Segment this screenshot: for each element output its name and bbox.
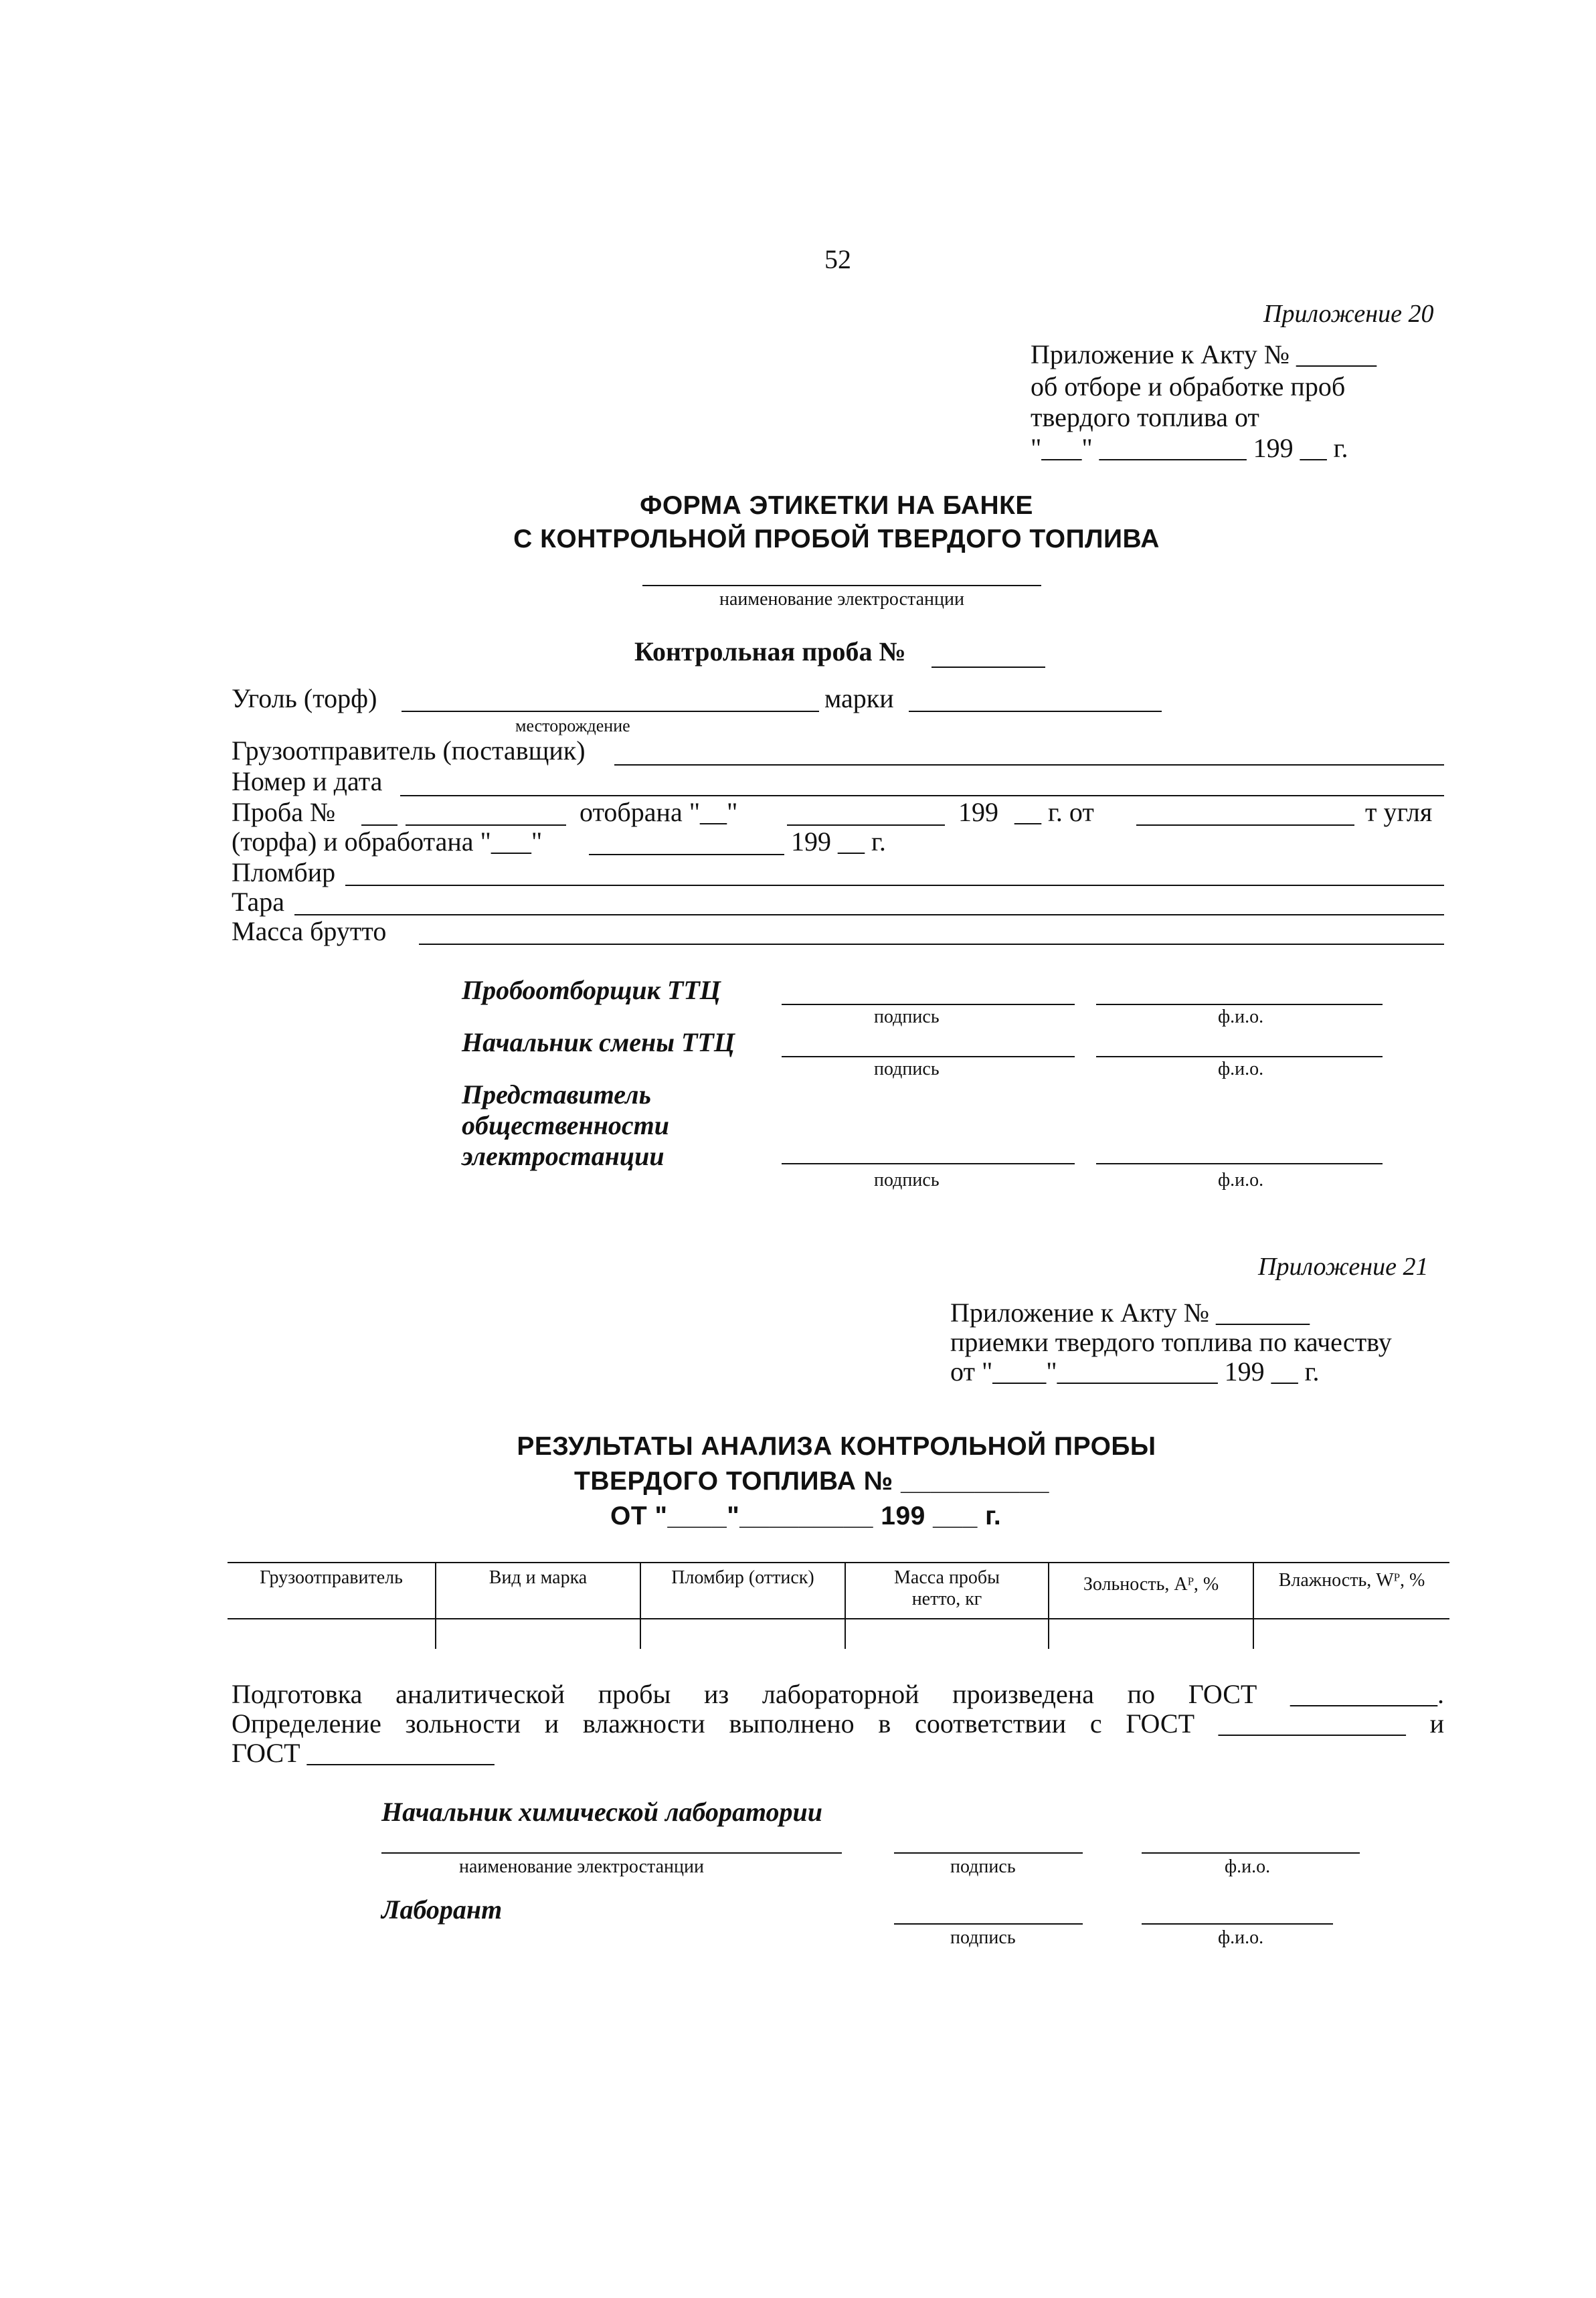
seal-label: Пломбир [232, 857, 336, 887]
page-number: 52 [824, 244, 851, 274]
public-rep-signature-line [782, 1163, 1075, 1164]
act-acceptance-line-2: приемки твердого топлива по качеству [950, 1327, 1392, 1357]
control-sample-number-line [932, 667, 1045, 668]
lab-chief-station-caption: наименование электростанции [459, 1856, 704, 1877]
lab-chief-signature-caption: подпись [950, 1856, 1016, 1877]
tare-label: Тара [232, 887, 284, 917]
appendix-21-label: Приложение 21 [1258, 1253, 1429, 1281]
analysis-paragraph-line-1: Подготовка аналитической пробы из лабораторной произведена по ГОСТ ___________. [232, 1679, 1444, 1709]
results-title-line-1: РЕЗУЛЬТАТЫ АНАЛИЗА КОНТРОЛЬНОЙ ПРОБЫ [517, 1432, 1156, 1461]
table-header-shipper: Грузоотправитель [260, 1567, 403, 1588]
tons-coal-label: т угля [1365, 797, 1433, 827]
public-rep-role-line-3: электростанции [462, 1141, 664, 1171]
station-name-line [642, 585, 1041, 586]
station-name-caption: наименование электростанции [719, 589, 964, 610]
table-top-border [228, 1562, 1449, 1563]
lab-chief-name-line [1142, 1852, 1360, 1854]
lab-chief-signature-line [894, 1852, 1083, 1854]
sampler-name-line [1096, 1004, 1383, 1005]
lab-assistant-name-line [1142, 1923, 1333, 1925]
processed-year: 199 __ г. [791, 826, 886, 857]
gross-mass-label: Масса брутто [232, 916, 387, 946]
seal-line [345, 885, 1444, 886]
shipper-line [614, 764, 1444, 766]
public-rep-role-line-1: Представитель [462, 1079, 651, 1110]
shift-chief-name-line [1096, 1056, 1383, 1057]
sampler-name-caption: ф.и.о. [1218, 1006, 1264, 1027]
processed-date-line [589, 854, 784, 855]
act-reference-line-3: твердого топлива от [1031, 402, 1259, 432]
act-acceptance-line-3: от "____"____________ 199 __ г. [950, 1356, 1320, 1387]
table-header-net-mass: Масса пробы нетто, кг [894, 1567, 1000, 1609]
public-rep-signature-caption: подпись [874, 1170, 940, 1190]
act-reference-line-2: об отборе и обработке проб [1031, 371, 1346, 402]
lab-chief-name-caption: ф.и.о. [1225, 1856, 1271, 1877]
lab-assistant-signature-caption: подпись [950, 1927, 1016, 1948]
tons-line [1136, 824, 1354, 826]
results-title-line-3: ОТ "____"_________ 199 ___ г. [610, 1502, 1002, 1530]
lab-assistant-role: Лаборант [381, 1894, 503, 1925]
table-col-divider-3 [845, 1562, 846, 1649]
public-rep-name-line [1096, 1163, 1383, 1164]
results-title-line-2: ТВЕРДОГО ТОПЛИВА № __________ [574, 1467, 1049, 1496]
shipper-label: Грузоотправитель (поставщик) [232, 735, 586, 766]
table-header-seal: Пломбир (оттиск) [671, 1567, 814, 1588]
number-date-line [400, 795, 1444, 796]
number-date-label: Номер и дата [232, 766, 383, 796]
shift-chief-role: Начальник смены ТТЦ [462, 1027, 735, 1057]
taken-year: 199 [958, 797, 998, 827]
act-acceptance-line-1: Приложение к Акту № _______ [950, 1298, 1310, 1328]
shift-chief-signature-line [782, 1056, 1075, 1057]
act-reference-line-1: Приложение к Акту № ______ [1031, 339, 1377, 369]
form-title-line-2: С КОНТРОЛЬНОЙ ПРОБОЙ ТВЕРДОГО ТОПЛИВА [513, 525, 1160, 553]
form-title-line-1: ФОРМА ЭТИКЕТКИ НА БАНКЕ [640, 491, 1033, 520]
taken-label: отобрана "__" [580, 797, 738, 827]
lab-chief-role: Начальник химической лаборатории [381, 1797, 823, 1827]
coal-deposit-line [402, 711, 819, 712]
sample-number-label: Проба № [232, 797, 336, 827]
sampler-signature-line [782, 1004, 1075, 1005]
table-header-ash: Зольность, Aᴾ, % [1083, 1574, 1219, 1595]
table-header-type-grade: Вид и марка [489, 1567, 588, 1588]
public-rep-name-caption: ф.и.о. [1218, 1170, 1264, 1190]
gross-mass-line [419, 944, 1444, 945]
act-reference-line-4: "___" ___________ 199 __ г. [1031, 433, 1348, 463]
taken-year-suffix: __ г. от [1014, 797, 1094, 827]
lab-assistant-signature-line [894, 1923, 1083, 1925]
coal-label: Уголь (торф) [232, 683, 377, 713]
shift-chief-name-caption: ф.и.о. [1218, 1059, 1264, 1079]
table-header-bottom-border [228, 1618, 1449, 1619]
lab-chief-station-line [381, 1852, 842, 1854]
sample-number-line-1 [361, 824, 397, 826]
sampler-signature-caption: подпись [874, 1006, 940, 1027]
control-sample-label: Контрольная проба № [634, 636, 906, 667]
tare-line [294, 914, 1444, 915]
table-header-moisture: Влажность, Wᴾ, % [1278, 1570, 1425, 1591]
grade-line [909, 711, 1162, 712]
analysis-paragraph-line-2: Определение зольности и влажности выполнено в соответствии с ГОСТ ______________ и [232, 1708, 1444, 1739]
lab-assistant-name-caption: ф.и.о. [1218, 1927, 1264, 1948]
deposit-caption: месторождение [515, 716, 630, 735]
analysis-paragraph-line-3: ГОСТ ______________ [232, 1738, 495, 1768]
appendix-20-label: Приложение 20 [1263, 300, 1434, 328]
grade-label: марки [824, 683, 894, 713]
taken-date-line [787, 824, 945, 826]
sampler-role: Пробоотборщик ТТЦ [462, 975, 721, 1005]
table-col-divider-5 [1253, 1562, 1254, 1649]
processed-label: (торфа) и обработана "___" [232, 826, 543, 857]
shift-chief-signature-caption: подпись [874, 1059, 940, 1079]
public-rep-role-line-2: общественности [462, 1110, 670, 1140]
sample-number-line-2 [406, 824, 566, 826]
